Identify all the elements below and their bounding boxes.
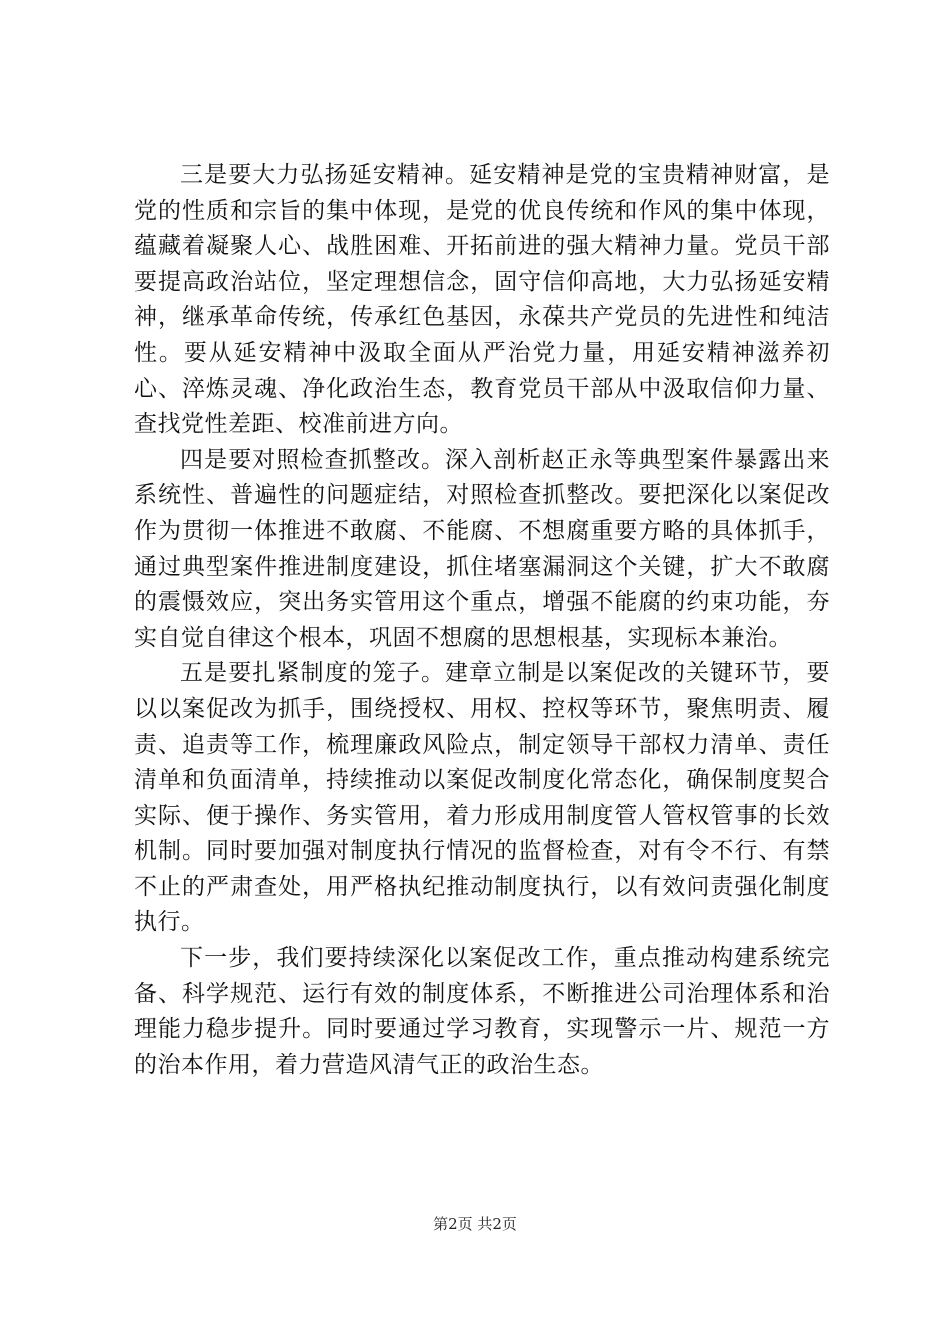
- paragraph-institutional-cage: 五是要扎紧制度的笼子。建章立制是以案促改的关键环节，要以以案促改为抓手，围绕授权、用权、控权等环节，聚焦明责、履责、追责等工作，梳理廉政风险点，制定领导干部权力清单、责任清单和负面清单，持续推动以案促改制度化常态化，确保制度契合实际、便于操作、务实管用，着力形成用制度管人管权管事的长效机制。同时要加强对制度执行情况的监督检查，对有令不行、有禁不止的严肃查处，用严格执纪推动制度执行，以有效问责强化制度执行。: [134, 660, 830, 936]
- paragraph-inspection-rectification: 四是要对照检查抓整改。深入剖析赵正永等典型案件暴露出来系统性、普遍性的问题症结，对照检查抓整改。要把深化以案促改作为贯彻一体推进不敢腐、不能腐、不想腐重要方略的具体抓手，通过典型案件推进制度建设，抓住堵塞漏洞这个关键，扩大不敢腐的震慑效应，突出务实管用这个重点，增强不能腐的约束功能，夯实自觉自律这个根本，巩固不想腐的思想根基，实现标本兼治。: [134, 446, 830, 651]
- paragraph-next-steps: 下一步，我们要持续深化以案促改工作，重点推动构建系统完备、科学规范、运行有效的制度体系，不断推进公司治理体系和治理能力稳步提升。同时要通过学习教育，实现警示一片、规范一方的治本作用，着力营造风清气正的政治生态。: [134, 945, 830, 1078]
- page-number-label: 第2页 共2页: [433, 1215, 517, 1233]
- page-footer: [0, 1214, 950, 1234]
- paragraph-promote-yanan-spirit: 三是要大力弘扬延安精神。延安精神是党的宝贵精神财富，是党的性质和宗旨的集中体现，是党的优良传统和作风的集中体现，蕴藏着凝聚人心、战胜困难、开拓前进的强大精神力量。党员干部要提高政治站位，坚定理想信念，固守信仰高地，大力弘扬延安精神，继承革命传统，传承红色基因，永葆共产党员的先进性和纯洁性。要从延安精神中汲取全面从严治党力量，用延安精神滋养初心、淬炼灵魂、净化政治生态，教育党员干部从中汲取信仰力量、查找党性差距、校准前进方向。: [134, 162, 830, 438]
- document-body: [134, 158, 830, 1083]
